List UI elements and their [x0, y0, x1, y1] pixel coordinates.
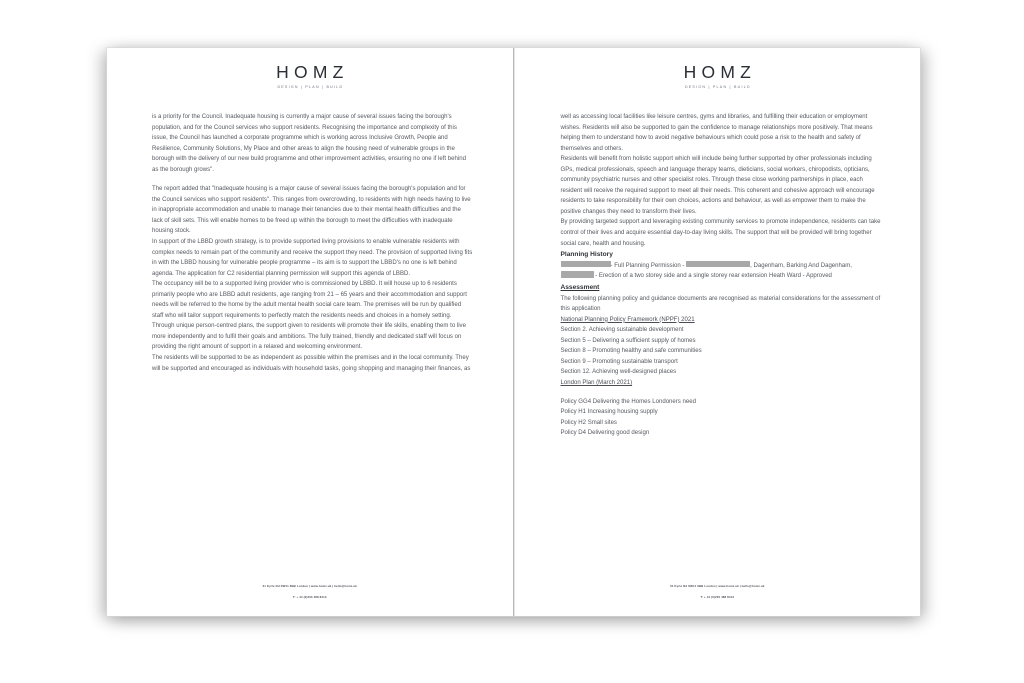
nppf-section: Section 2. Achieving sustainable development [560, 327, 684, 334]
london-plan-policy: Policy D4 Delivering good design [560, 430, 650, 437]
redaction-block-date [561, 271, 594, 277]
planning-history-entry [561, 261, 883, 282]
page-right [514, 48, 921, 616]
nppf-section: Section 8 – Promoting healthy and safe communities [560, 348, 702, 355]
paragraph: In support of the LBBD growth strategy, is to provide supported living provisions to enable vulnerable residents with complex needs to remain part of the community and receive the support they need. The provision of supported living fits in with the LBBD housing for vulnerable people programme – its aim is to support the LBBD's no one is left behind agenda. The application for C2 residential planning permission will support this agenda of LBBD. [152, 239, 473, 277]
nppf-section: Section 12. Achieving well-designed places [560, 369, 677, 376]
nppf-title: National Planning Policy Framework (NPPF) 2021 [560, 316, 695, 323]
paragraph: is a priority for the Council. Inadequate housing is currently a major cause of several issues facing the borough's population, and for the Council services who support residents. Recognising the importance and complexity of this issue, the Council has launched a corporate programme which is working across Inclusive Growth, People and Resilience, Community Solutions, My Place and other areas to align the housing need of vulnerable groups in the borough with the delivery of our new build programme and other improvement activities, ensuring no one if left behind as the borough grows". [152, 114, 466, 173]
logo-wordmark: HOMZ [276, 62, 349, 82]
london-plan-policy: Policy GG4 Delivering the Homes Londoners need [560, 398, 696, 405]
footer-phone: T: + 44 (0)203 488 8413 [292, 594, 327, 599]
page-left [107, 48, 514, 616]
paragraph: The report added that "Inadequate housing is a major cause of several issues facing the borough's population and for the Council services who support residents". This ranges from overcrowding, to residents with high needs having to live in inappropriate accommodation and unable to manage their tenancies due to their mental health difficulties and the lack of skill sets. This will enable homes to be freed up within the borough to meet the difficulties with inadequate housing stock. [152, 186, 471, 235]
footer-address: 31 Kyrle Rd SW11 6BB London | www.homz.uk | hello@homz.uk [262, 584, 358, 589]
page-right-logo [515, 64, 921, 90]
planning-history-heading: Planning History [560, 251, 613, 259]
london-plan-policy: Policy H2 Small sites [560, 419, 617, 426]
planning-history-entry-part-2: , Dagenham, Barking And Dagenham, [750, 262, 852, 269]
page-left-content [152, 112, 473, 374]
page-right-footer [515, 583, 921, 600]
footer-address: 31 Kyrle Rd SW11 6BB London | www.homz.uk | hello@homz.uk [669, 584, 765, 589]
assessment-heading: Assessment [560, 283, 600, 291]
nppf-section: Section 9 – Promoting sustainable transport [560, 358, 678, 365]
logo-tagline: DESIGN | PLAN | BUILD [277, 85, 344, 89]
logo-wordmark: HOMZ [683, 62, 756, 82]
page-right-content [561, 112, 883, 439]
planning-history-entry-part-3: - Erection of a two storey side and a single storey rear extension Heath Ward - Approved [595, 273, 832, 280]
footer-phone: T: + 44 (0)203 488 8413 [700, 594, 735, 599]
paragraph: Residents will benefit from holistic support which will include being further supported by other professionals including GPs, medical professionals, speech and language therapy teams, dieticians, social workers, chiropodists, opticians, community psychiatric nurses and other specialist roles. Through these close working partnerships in place, each resident will receive the required support to meet all their needs. This coherent and cohesive approach will encourage residents to take responsibility for their own choices, actions and behaviour, as well as empower them to make the positive changes they need to transform their lives. [560, 156, 875, 215]
redaction-block-reference [561, 261, 611, 267]
paragraph: The occupancy will be to a supported living provider who is commissioned by LBBD. It will house up to 6 residents primarily people who are LBBD adult residents, age ranging from 21 – 65 years and their accommodation and support needs will be referred to the home by the adult mental health social care team. The premises will be run by qualified staff who will tailor support requirements to perfectly match the residents needs and choices in a homely setting. Through unique person-centred plans, the support given to residents will promote their life skills, enabling them to live more independently and to fulfil their goals and ambitions. The fully trained, friendly and dedicated staff will focus on providing the right amount of support in a relaxed and welcoming environment. [152, 281, 467, 351]
london-plan-title: London Plan (March 2021) [560, 379, 633, 386]
redaction-block-address [686, 261, 750, 267]
two-page-spread [107, 48, 920, 616]
paragraph: By providing targeted support and leveraging existing community services to promote independence, residents can take control of their lives and acquire essential day-to-day living skills. The support that will be provided will bring together social care, health and housing. [560, 219, 881, 247]
planning-history-entry-part-1: - Full Planning Permission - [610, 262, 685, 269]
logo-tagline: DESIGN | PLAN | BUILD [684, 85, 751, 89]
paragraph: well as accessing local facilities like leisure centres, gyms and libraries, and fulfilling their education or employment wishes. Residents will also be supported to gain the confidence to manage relationships more positively. That means helping them to understand how to avoid negative behaviours which could pose a risk to the health and safety of themselves and others. [560, 114, 873, 152]
nppf-section: Section 5 – Delivering a sufficient supply of homes [560, 337, 696, 344]
page-left-logo [107, 64, 513, 90]
paragraph: The residents will be supported to be as independent as possible within the premises and in the local community. They will be supported and encouraged as individuals with household tasks, going shopping and managing their finances, as [152, 355, 471, 372]
list-spacer [561, 389, 883, 397]
page-left-footer [107, 583, 513, 600]
assessment-intro: The following planning policy and guidance documents are recognised as material considerations for the assessment of this application [560, 295, 881, 313]
london-plan-policy: Policy H1 Increasing housing supply [560, 409, 658, 416]
